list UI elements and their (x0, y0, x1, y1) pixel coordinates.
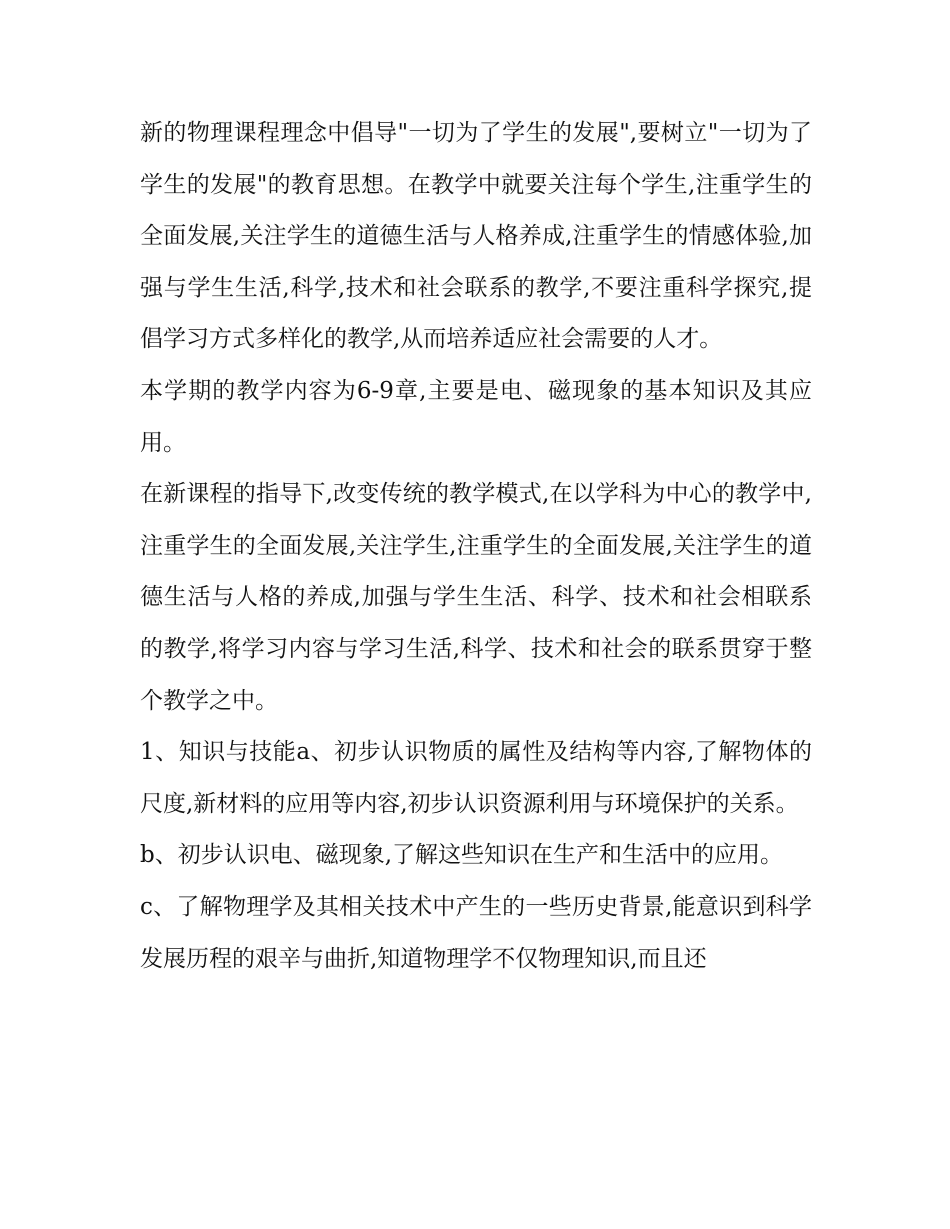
paragraph-semester-content: 本学期的教学内容为6-9章,主要是电、磁现象的基本知识及其应用。 (140, 377, 812, 456)
paragraph-knowledge-skills-c: c、了解物理学及其相关技术中产生的一些历史背景,能意识到科学发展历程的艰辛与曲折,知道物理学不仅物理知识,而且还 (140, 893, 812, 972)
paragraph-knowledge-skills-a: 1、知识与技能a、初步认识物质的属性及结构等内容,了解物体的尺度,新材料的应用等内容,初步认识资源利用与环境保护的关系。 (140, 739, 812, 817)
paragraph-philosophy: 新的物理课程理念中倡导"一切为了学生的发展",要树立"一切为了学生的发展"的教育思想。在教学中就要关注每个学生,注重学生的全面发展,关注学生的道德生活与人格养成,注重学生的情感体验,加强与学生生活,科学,技术和社会联系的教学,不要注重科学探究,提倡学习方式多样化的教学,从而培养适应社会需要的人才。 (140, 120, 812, 353)
paragraph-teaching-mode: 在新课程的指导下,改变传统的教学模式,在以学科为中心的教学中,注重学生的全面发展,关注学生,注重学生的全面发展,关注学生的道德生活与人格的养成,加强与学生生活、科学、技术和社会相联系的教学,将学习内容与学习生活,科学、技术和社会的联系贯穿于整个教学之中。 (140, 481, 812, 714)
paragraph-knowledge-skills-b: b、初步认识电、磁现象,了解这些知识在生产和生活中的应用。 (140, 842, 784, 869)
document-body (140, 108, 812, 985)
